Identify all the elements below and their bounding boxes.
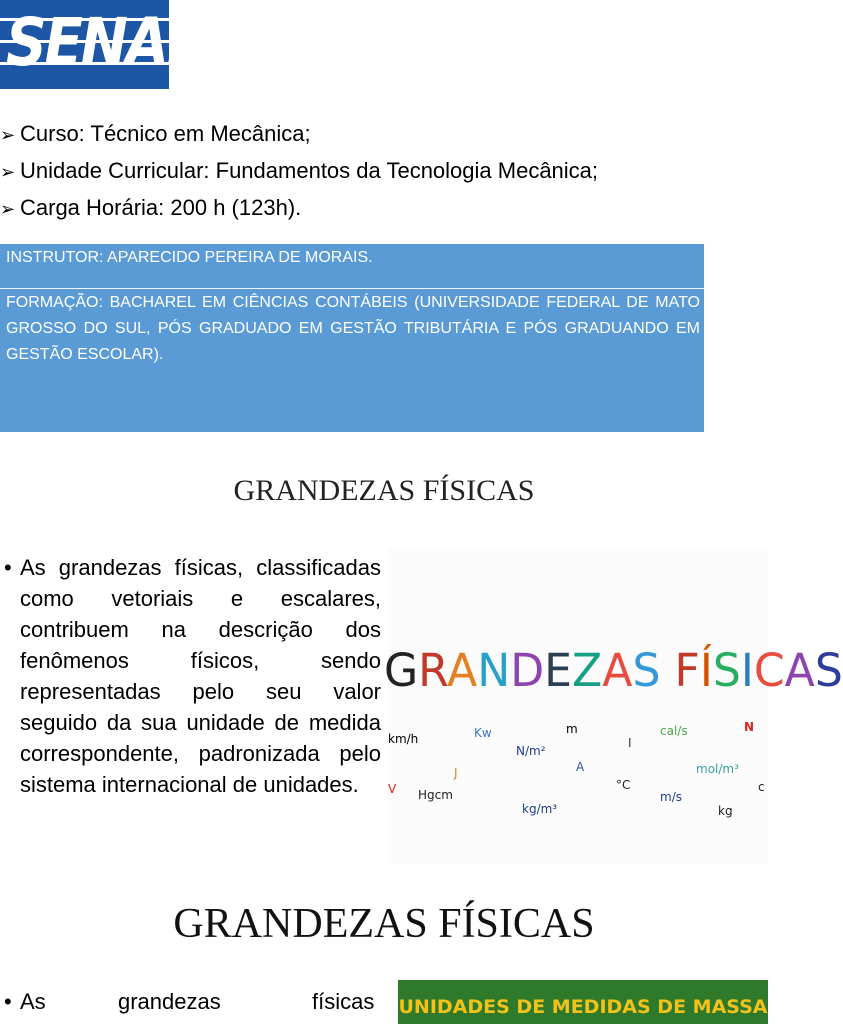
unit-label: m/s	[660, 790, 682, 804]
image-title-letter: D	[510, 644, 545, 697]
unit-label: Kw	[474, 726, 492, 740]
unit-label: c	[758, 780, 765, 794]
image-title-letter: G	[384, 644, 419, 697]
image-title-letter: A	[784, 644, 815, 697]
image-title-letter: S	[712, 644, 741, 697]
logo-text: SENAI	[6, 4, 186, 81]
image-title-letter: S	[814, 644, 843, 697]
unit-label: J	[454, 766, 458, 780]
arrow-bullet-icon: ➢	[0, 199, 16, 219]
unit-label: °C	[616, 778, 631, 792]
unit-label: cal/s	[660, 724, 688, 738]
image-title-letter: Z	[572, 644, 603, 697]
paragraph-word: As	[20, 989, 46, 1014]
image-title-letter: C	[753, 644, 785, 697]
paragraph-word: grandezas	[118, 989, 221, 1014]
image-title-letter: F	[674, 644, 700, 697]
course-info-list	[0, 116, 598, 227]
image-title-letter	[660, 644, 674, 697]
image-title	[384, 644, 843, 697]
mass-units-banner	[398, 980, 768, 1024]
image-title-letter: A	[602, 644, 633, 697]
unit-label: kg/m³	[522, 802, 558, 816]
list-item: ➢ Carga Horária: 200 h (123h).	[0, 190, 598, 227]
bullet-dot-icon: •	[4, 555, 12, 580]
bullet-dot-icon: •	[4, 989, 12, 1014]
image-title-letter: A	[447, 644, 478, 697]
unit-label: mol/m³	[696, 762, 739, 776]
instructor-formation: FORMAÇÃO: BACHAREL EM CIÊNCIAS CONTÁBEIS (UNIVERSIDADE FEDERAL DE MATO GROSSO DO SUL, PÓS GRADUADO EM GESTÃO TRIBUTÁRIA E PÓS GRADUANDO EM GESTÃO ESCOLAR).	[6, 294, 700, 363]
image-title-letter: N	[477, 644, 511, 697]
unit-label: kg	[718, 804, 733, 818]
unit-label: km/h	[388, 732, 419, 746]
list-item: ➢ Unidade Curricular: Fundamentos da Tecnologia Mecânica;	[0, 153, 598, 190]
unit-label: A	[576, 760, 585, 774]
unit-label: I	[628, 736, 632, 750]
box-divider	[0, 288, 704, 289]
unit-label: V	[388, 782, 397, 796]
image-title-letter: R	[418, 644, 448, 697]
list-item: ➢ Curso: Técnico em Mecânica;	[0, 116, 598, 153]
section-paragraph: • As grandezas físicas, classificadas como vetoriais e escalares, contribuem na descrição dos fenômenos físicos, sendo representadas pelo seu valor seguido da sua unidade de medida correspondente, padronizada pelo sistema internacional de unidades.	[20, 552, 381, 800]
unit-label: Hgcm	[418, 788, 453, 802]
senai-logo	[0, 0, 186, 89]
banner-text: UNIDADES DE MEDIDAS DE MASSA	[398, 996, 768, 1018]
paragraph-word: físicas	[312, 989, 375, 1014]
image-title-letter: S	[632, 644, 661, 697]
grandezas-fisicas-image	[384, 548, 843, 864]
instructor-box	[0, 244, 704, 432]
image-title-letter: E	[544, 644, 573, 697]
unit-label: N/m²	[516, 744, 546, 758]
section-title-2: GRANDEZAS FÍSICAS	[173, 901, 595, 947]
instructor-name: INSTRUTOR: APARECIDO PEREIRA DE MORAIS.	[6, 249, 373, 266]
unit-label: m	[566, 722, 578, 736]
arrow-bullet-icon: ➢	[0, 125, 16, 145]
section-title: GRANDEZAS FÍSICAS	[233, 474, 535, 507]
arrow-bullet-icon: ➢	[0, 162, 16, 182]
image-title-letter: I	[740, 644, 754, 697]
image-title-letter: Í	[699, 644, 713, 697]
unit-label: N	[744, 720, 755, 734]
